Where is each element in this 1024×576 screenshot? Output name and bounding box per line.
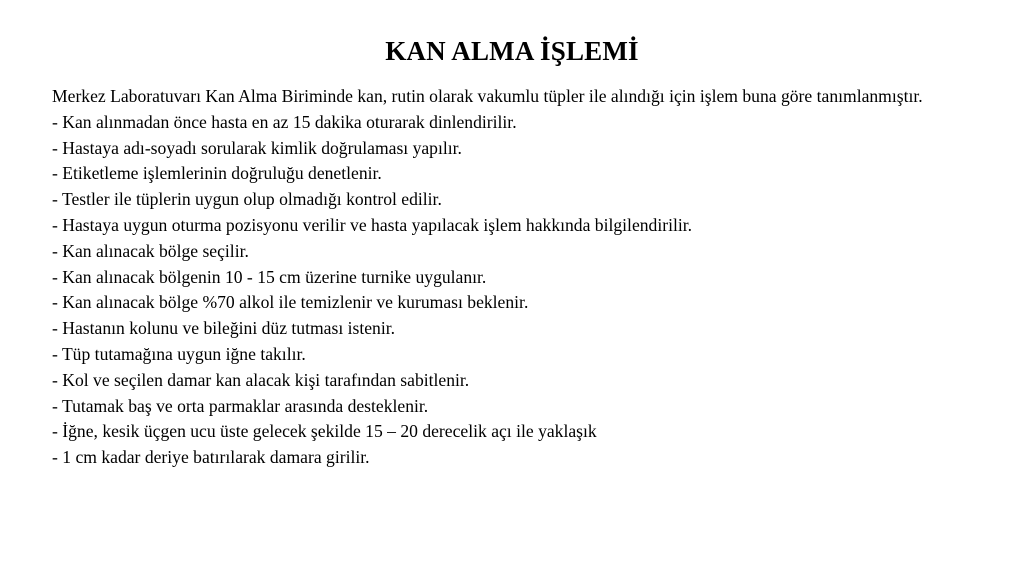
procedure-step: - Tutamak baş ve orta parmaklar arasında desteklenir. [52, 395, 429, 416]
procedure-step: - Hastanın kolunu ve bileğini düz tutması istenir. [52, 318, 396, 339]
procedure-step: - 1 cm kadar deriye batırılarak damara girilir. [52, 447, 370, 468]
procedure-step: - Hastaya adı-soyadı sorularak kimlik doğrulaması yapılır. [52, 137, 462, 158]
procedure-step: - Testler ile tüplerin uygun olup olmadığı kontrol edilir. [52, 189, 442, 210]
procedure-steps-list [52, 110, 955, 471]
procedure-step: - Etiketleme işlemlerinin doğruluğu denetlenir. [52, 163, 382, 184]
slide-title: KAN ALMA İŞLEMİ [385, 36, 639, 66]
procedure-step: - Kan alınacak bölge %70 alkol ile temizlenir ve kuruması beklenir. [52, 292, 529, 313]
procedure-step: - Kol ve seçilen damar kan alacak kişi tarafından sabitlenir. [52, 369, 470, 390]
procedure-step: - İğne, kesik üçgen ucu üste gelecek şekilde 15 – 20 derecelik açı ile yaklaşık [52, 421, 597, 442]
procedure-step: - Hastaya uygun oturma pozisyonu verilir ve hasta yapılacak işlem hakkında bilgilendirilir. [52, 214, 693, 235]
procedure-step: - Kan alınmadan önce hasta en az 15 dakika oturarak dinlendirilir. [52, 111, 517, 132]
intro-paragraph: Merkez Laboratuvarı Kan Alma Biriminde kan, rutin olarak vakumlu tüpler ile alındığı için işlem buna göre tanımlanmıştır. [52, 86, 923, 106]
procedure-step: - Tüp tutamağına uygun iğne takılır. [52, 343, 306, 364]
procedure-step: - Kan alınacak bölge seçilir. [52, 240, 249, 261]
procedure-step: - Kan alınacak bölgenin 10 - 15 cm üzerine turnike uygulanır. [52, 266, 487, 287]
slide-content [52, 84, 955, 471]
